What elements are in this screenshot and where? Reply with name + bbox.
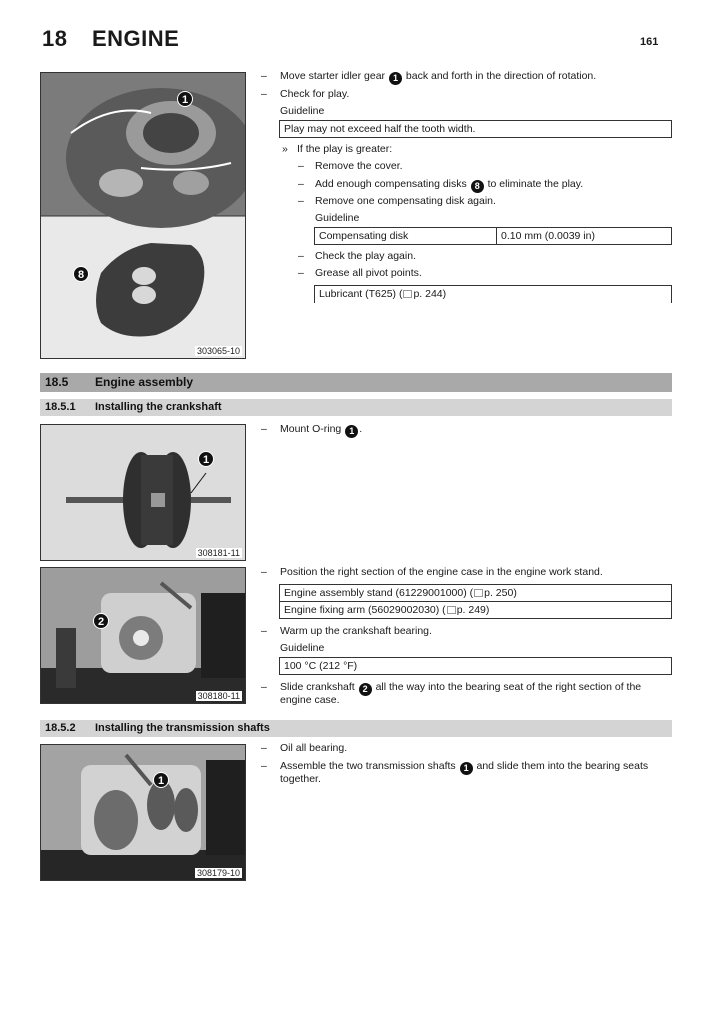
bullet-dash: –	[298, 267, 304, 279]
page-ref-icon	[447, 606, 456, 614]
lubricant-page[interactable]: p. 244)	[413, 288, 447, 300]
guideline-play-box	[279, 120, 672, 138]
transmission-illustration	[41, 745, 246, 881]
subsection-title: Installing the transmission shafts	[95, 722, 270, 734]
step-assemble-shafts	[280, 760, 672, 775]
lubricant-box	[314, 285, 672, 303]
photo-transmission-shafts	[40, 744, 246, 881]
guideline-label: Guideline	[315, 212, 360, 224]
tool-text: Engine assembly stand (61229001000) (	[284, 587, 474, 599]
callout-8-inline: 8	[471, 180, 484, 193]
step-assemble-shafts-line2: together.	[280, 773, 321, 785]
callout-1-inline: 1	[345, 425, 358, 438]
if-marker: »	[282, 143, 288, 155]
tool-text: Engine fixing arm (56029002030) (	[284, 604, 446, 616]
step-text: to eliminate the play.	[487, 178, 584, 190]
step-text: all the way into the bearing seat of the right section of the	[375, 681, 642, 693]
engine-cover-illustration	[41, 73, 246, 359]
callout-1: 1	[153, 772, 169, 788]
temperature-value: 100 °C (212 °F)	[284, 660, 358, 672]
bullet-dash: –	[298, 250, 304, 262]
section-number: 18.5	[45, 375, 69, 389]
callout-2: 2	[93, 613, 109, 629]
step-text: Move starter idler gear	[280, 70, 386, 82]
if-play-greater: If the play is greater:	[297, 143, 393, 155]
photo-crankshaft	[40, 424, 246, 561]
section-heading-engine-assembly	[40, 373, 672, 392]
photo-id: 308181-11	[197, 548, 240, 558]
bullet-dash: –	[298, 160, 304, 172]
step-text: and slide them into the bearing seats	[476, 760, 649, 772]
step-text: Slide crankshaft	[280, 681, 355, 693]
step-move-idler-gear	[280, 70, 596, 85]
step-mount-oring	[280, 423, 362, 438]
photo-id: 308180-11	[197, 691, 240, 701]
photo-id: 303065-10	[196, 346, 240, 356]
photo-engine-case-stand	[40, 567, 246, 704]
step-position-case: Position the right section of the engine case in the engine work stand.	[280, 566, 603, 578]
photo-starter-idler-gear	[40, 72, 246, 359]
step-oil-bearings: Oil all bearing.	[280, 742, 348, 754]
step-text: back and forth in the direction of rotation.	[405, 70, 597, 82]
subsection-heading-crankshaft	[40, 399, 672, 416]
substep-check-play-again: Check the play again.	[315, 250, 416, 262]
section-title: Engine assembly	[95, 375, 194, 389]
bullet-dash: –	[298, 195, 304, 207]
bullet-dash: –	[261, 70, 267, 82]
temperature-box	[279, 657, 672, 675]
tool-engine-assembly-stand	[279, 584, 672, 602]
comp-disk-label: Compensating disk	[319, 230, 409, 242]
subsection-number: 18.5.1	[45, 401, 76, 413]
chapter-number: 18	[42, 26, 68, 51]
tool-engine-fixing-arm	[279, 601, 672, 619]
subsection-heading-transmission	[40, 720, 672, 737]
substep-remove-one-disk: Remove one compensating disk again.	[315, 195, 496, 207]
chapter-title: ENGINE	[92, 26, 180, 51]
substep-remove-cover: Remove the cover.	[315, 160, 403, 172]
page-ref-icon	[403, 290, 412, 298]
tool-page[interactable]: p. 249)	[456, 604, 490, 616]
page-ref-icon	[474, 589, 483, 597]
comp-disk-value: 0.10 mm (0.0039 in)	[496, 228, 671, 244]
step-text: Add enough compensating disks	[315, 178, 467, 190]
bullet-dash: –	[261, 681, 267, 693]
callout-2-inline: 2	[359, 683, 372, 696]
page-number: 161	[640, 36, 659, 48]
subsection-number: 18.5.2	[45, 722, 76, 734]
compensating-disk-table	[314, 227, 672, 245]
callout-1: 1	[198, 451, 214, 467]
guideline-play-text: Play may not exceed half the tooth width.	[284, 123, 476, 135]
bullet-dash: –	[298, 178, 304, 190]
bullet-dash: –	[261, 742, 267, 754]
substep-grease-pivots: Grease all pivot points.	[315, 267, 422, 279]
lubricant-text: Lubricant (T625) (	[319, 288, 403, 300]
callout-1: 1	[177, 91, 193, 107]
subsection-title: Installing the crankshaft	[95, 401, 222, 413]
step-text: Mount O-ring	[280, 423, 342, 435]
bullet-dash: –	[261, 566, 267, 578]
photo-id: 308179-10	[196, 868, 240, 878]
step-text: Assemble the two transmission shafts	[280, 760, 456, 772]
callout-1-inline: 1	[460, 762, 473, 775]
step-text: .	[359, 423, 363, 435]
bullet-dash: –	[261, 423, 267, 435]
step-check-play: Check for play.	[280, 88, 350, 100]
step-slide-crankshaft-line2: engine case.	[280, 694, 340, 706]
tool-page[interactable]: p. 250)	[484, 587, 517, 599]
callout-1-inline: 1	[389, 72, 402, 85]
guideline-label: Guideline	[280, 642, 325, 654]
step-warm-bearing: Warm up the crankshaft bearing.	[280, 625, 432, 637]
callout-8: 8	[73, 266, 89, 282]
guideline-label: Guideline	[280, 105, 325, 117]
substep-add-disks	[315, 178, 583, 193]
bullet-dash: –	[261, 760, 267, 772]
crankshaft-illustration	[41, 425, 246, 561]
engine-stand-illustration	[41, 568, 246, 704]
bullet-dash: –	[261, 88, 267, 100]
bullet-dash: –	[261, 625, 267, 637]
